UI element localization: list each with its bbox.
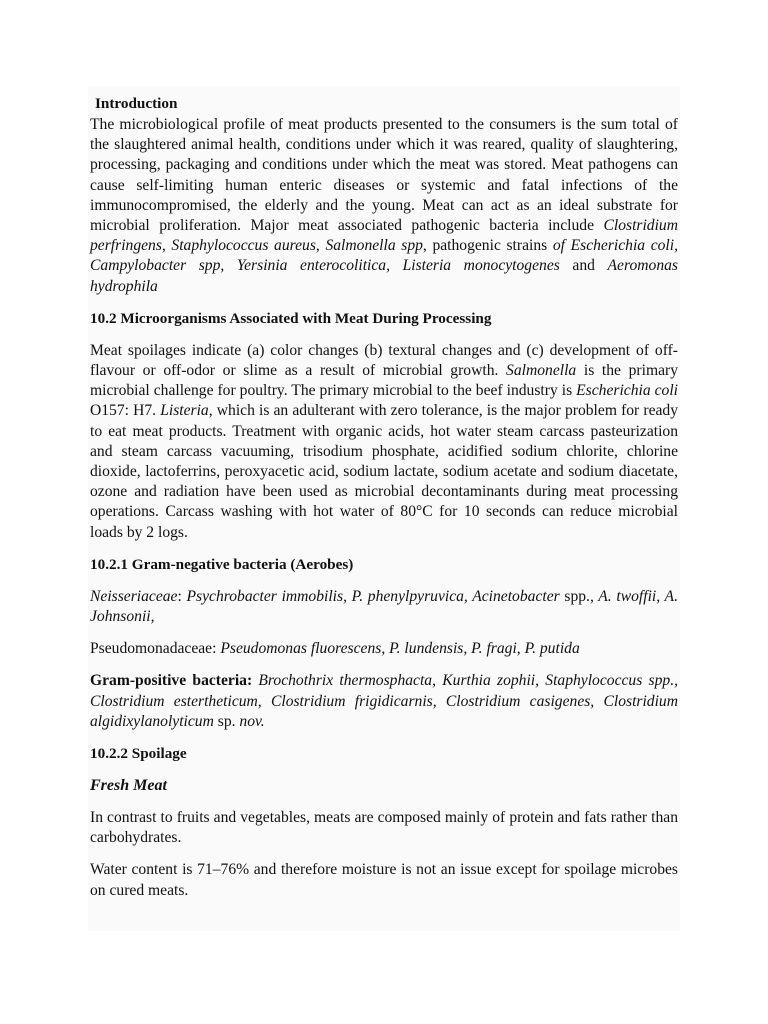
s102-species-2: Escherichia coli [576,382,678,400]
section-10-2-1-title: 10.2.1 Gram-negative bacteria (Aerobes) [90,555,354,573]
spoilage-paragraph-1: In contrast to fruits and vegetables, meats are composed mainly of protein and fats rather than carbohydrates. [90,809,678,847]
s102-species-1: Salmonella [506,362,577,380]
document-body [90,94,678,901]
gp-species-1: Brochothrix thermosphacta, Kurthia zophii, Staphylococcus spp., Clostridium estertheticum, Clostridium frigidicarnis, Clostridium casigenes, Clostridium algidixylanolyticum [90,672,678,730]
neis-text-2: spp. [559,587,590,605]
s102-text-1: Meat spoilages indicate (a) color changes (b) textural changes and (c) development of off-flavour or off-odor or slime as a result of microbial growth. [90,341,678,380]
document-page [88,86,680,931]
intro-species-1: Clostridium perfringens, Staphylococcus aureus [90,217,678,255]
pseudo-species-1: Pseudomonas fluorescens [220,640,382,658]
pseudo-species-2: P. lundensis, P. fragi, P. putida [389,640,580,658]
intro-species-2: Salmonella spp [325,237,423,255]
section-10-2-title: 10.2 Microorganisms Associated with Meat During Processing [90,309,492,327]
gp-text-2: sp. [213,712,240,730]
section-10-2-paragraph [90,341,678,543]
intro-text-4: and [559,257,608,275]
intro-heading: Introduction [95,95,178,112]
neis-family: Neisseriaceae [90,587,178,605]
intro-species-3: of Escherichia coli, Campylobacter spp, Yersinia enterocolitica, Listeria monocytogenes [90,237,678,275]
intro-text-2: , [315,237,326,255]
intro-text-3: , pathogenic strains [422,237,553,255]
pseudo-text-2: , [381,640,390,658]
pseudomonadaceae-paragraph [90,639,678,659]
s102-text-4: , which is an adulterant with zero tolerance, is the major problem for ready to eat meat products. Treatment with organic acids, hot water steam carcass pasteurization and steam carcass vacuuming, trisodium phosphate, acidified sodium chlorite, chlorine dioxide, lactoferrins, peroxyacetic acid, sodium lactate, sodium acetate and sodium diacetate, ozone and radiation have been used as microbial decontaminants during meat processing operations. Carcass washing with hot water of 80°C for 10 seconds can reduce microbial loads by 2 logs. [90,402,679,541]
section-10-2-2-title: 10.2.2 Spoilage [90,745,187,763]
intro-species-4: Aeromonas hydrophila [90,257,678,295]
neisseriaceae-paragraph [90,587,678,627]
neis-species-2: , A. twoffii, A. Johnsonii, [90,587,678,626]
intro-text-1: The microbiological profile of meat products presented to the consumers is the sum total of the slaughtered animal health, conditions under which it was reared, quality of slaughtering, processing, packaging and conditions under which the meat was stored. Meat pathogens can cause self-limiting human enteric diseases or systemic and fatal infections of the immunocompromised, the elderly and the young. Meat can act as an ideal substrate for microbial proliferation. Major meat associated pathogenic bacteria include [90,116,678,235]
s102-text-3: O157: H7. [90,402,161,420]
gram-positive-label: Gram-positive bacteria: [90,672,253,690]
spoilage-paragraph-2: Water content is 71–76% and therefore moisture is not an issue except for spoilage microbes on cured meats. [90,861,678,899]
s102-text-2: is the primary microbial challenge for poultry. The primary microbial to the beef industry is [90,362,678,400]
neis-species-1: Psychrobacter immobilis, P. phenylpyruvica, Acinetobacter [186,587,560,605]
pseudo-family: Pseudomonadaceae: [90,640,221,658]
fresh-meat-subtitle: Fresh Meat [90,777,167,795]
gram-positive-paragraph [90,671,678,732]
intro-paragraph [90,115,678,297]
neis-text-1: : [177,587,187,605]
gp-species-2: nov. [239,712,265,730]
s102-species-3: Listeria [160,402,209,420]
